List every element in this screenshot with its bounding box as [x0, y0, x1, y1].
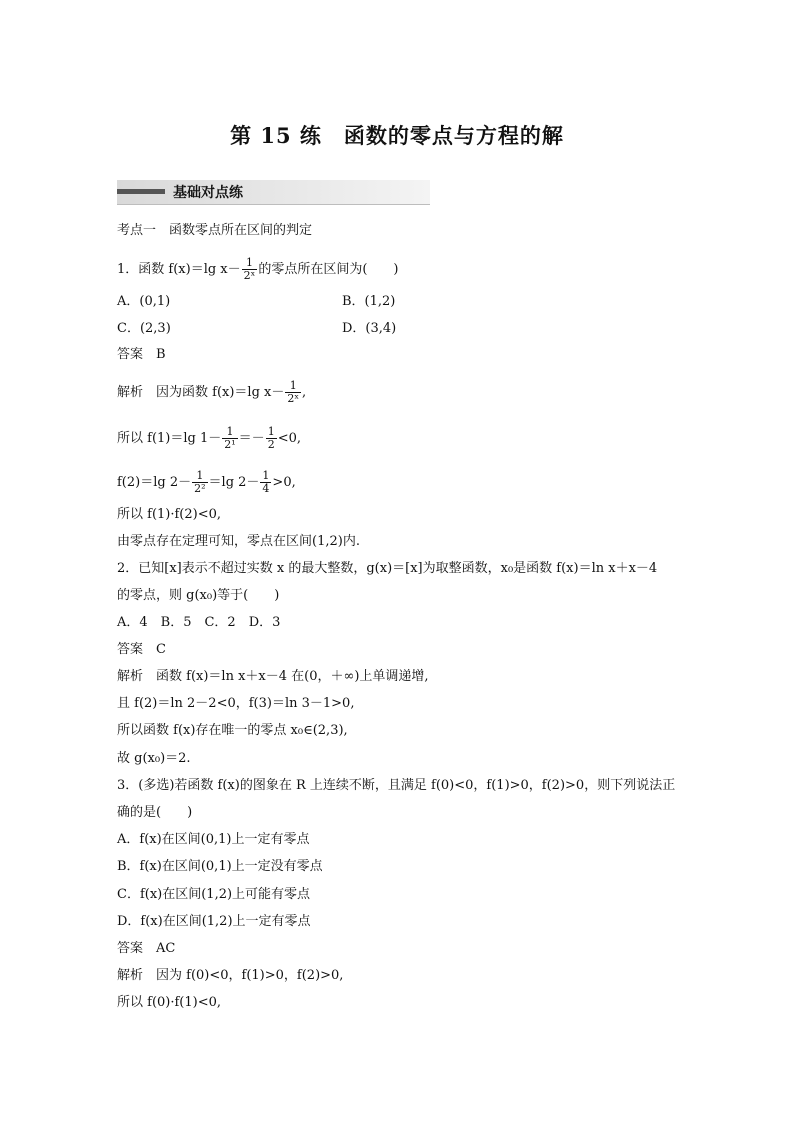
banner-rule [117, 204, 430, 205]
q1-expl1-fraction [285, 380, 301, 405]
q3-stem-line2: 确的是( ) [117, 805, 193, 820]
q1-expl1-num: 1 [285, 380, 301, 393]
q3-option-b: B．f(x)在区间(0,1)上一定没有零点 [117, 859, 323, 874]
q1-option-c: C．(2,3) [117, 321, 171, 336]
q2-stem-line1: 2．已知[x]表示不超过实数 x 的最大整数，g(x)＝[x]为取整函数，x₀是函数 f(x)＝ln x＋x－4 [117, 561, 658, 576]
q2-answer: 答案 C [117, 642, 166, 657]
q1-expl2-a: 所以 f(1)＝lg 1－ [117, 431, 222, 446]
q3-option-d: D．f(x)在区间(1,2)上一定有零点 [117, 914, 311, 929]
q1-expl2-num1: 1 [222, 426, 237, 439]
q1-fraction [242, 257, 258, 282]
q1-expl1-b: , [302, 385, 307, 400]
q1-expl-line1 [117, 380, 306, 405]
q1-expl-line3 [117, 470, 296, 495]
q1-expl2-c: <0, [277, 431, 301, 446]
q1-expl3-fraction2 [260, 470, 271, 495]
kaodian-heading: 考点一 函数零点所在区间的判定 [117, 223, 313, 238]
q1-answer: 答案 B [117, 347, 166, 362]
q1-expl3-fraction1 [192, 470, 207, 495]
q1-expl3-num2: 1 [262, 469, 270, 482]
q1-expl-line5: 由零点存在定理可知，零点在区间(1,2)内. [117, 534, 360, 549]
q3-expl-line2: 所以 f(0)·f(1)<0, [117, 995, 222, 1010]
q1-frac-num: 1 [242, 257, 258, 270]
q2-expl-line3: 所以函数 f(x)存在唯一的零点 x₀∈(2,3), [117, 723, 348, 738]
q1-expl2-den2: 2 [267, 438, 275, 451]
q1-stem-a: 1．函数 f(x)＝lg x－ [117, 262, 241, 277]
q1-stem-b: 的零点所在区间为( ) [258, 262, 399, 277]
q3-stem-line1: 3．(多选)若函数 f(x)的图象在 R 上连续不断，且满足 f(0)<0，f(1)>0，f(2)>0，则下列说法正 [117, 778, 676, 793]
section-banner [117, 180, 430, 204]
q1-expl3-den1: 2² [194, 482, 206, 495]
q1-expl2-fraction1 [222, 426, 237, 451]
q1-option-d: D．(3,4) [342, 321, 397, 336]
q1-stem [117, 257, 398, 282]
q1-frac-den: 2ˣ [243, 269, 256, 282]
q1-expl3-b: ＝lg 2－ [208, 475, 260, 490]
q1-expl1-a: 解析 因为函数 f(x)＝lg x－ [117, 385, 285, 400]
q1-expl2-fraction2 [266, 426, 277, 451]
q2-expl-line1: 解析 函数 f(x)＝ln x＋x－4 在(0，＋∞)上单调递增, [117, 669, 429, 684]
q3-option-a: A．f(x)在区间(0,1)上一定有零点 [117, 832, 310, 847]
q2-expl-line4: 故 g(x₀)＝2. [117, 751, 191, 766]
q2-expl-line2: 且 f(2)＝ln 2－2<0，f(3)＝ln 3－1>0, [117, 696, 355, 711]
q1-expl2-den1: 2¹ [224, 438, 236, 451]
q1-option-a: A．(0,1) [117, 294, 171, 309]
q2-stem-line2: 的零点，则 g(x₀)等于( ) [117, 588, 280, 603]
q1-expl2-b: ＝－ [238, 431, 265, 446]
q3-expl-line1: 解析 因为 f(0)<0，f(1)>0，f(2)>0, [117, 968, 344, 983]
q1-expl1-den: 2ˣ [287, 392, 300, 405]
q1-option-b: B．(1,2) [342, 294, 396, 309]
q2-options: A．4 B．5 C．2 D．3 [117, 615, 281, 630]
q1-expl3-c: >0, [272, 475, 296, 490]
section-label: 基础对点练 [173, 185, 243, 201]
page-title: 第 15 练 函数的零点与方程的解 [230, 123, 564, 148]
banner-bar [117, 189, 165, 194]
q1-expl3-a: f(2)＝lg 2－ [117, 475, 192, 490]
q3-answer: 答案 AC [117, 941, 176, 956]
q1-expl2-num2: 1 [267, 425, 275, 438]
q1-expl-line4: 所以 f(1)·f(2)<0, [117, 507, 222, 522]
q3-option-c: C．f(x)在区间(1,2)上可能有零点 [117, 887, 311, 902]
q1-expl3-den2: 4 [262, 482, 270, 495]
q1-expl-line2 [117, 426, 301, 451]
q1-expl3-num1: 1 [192, 470, 207, 483]
